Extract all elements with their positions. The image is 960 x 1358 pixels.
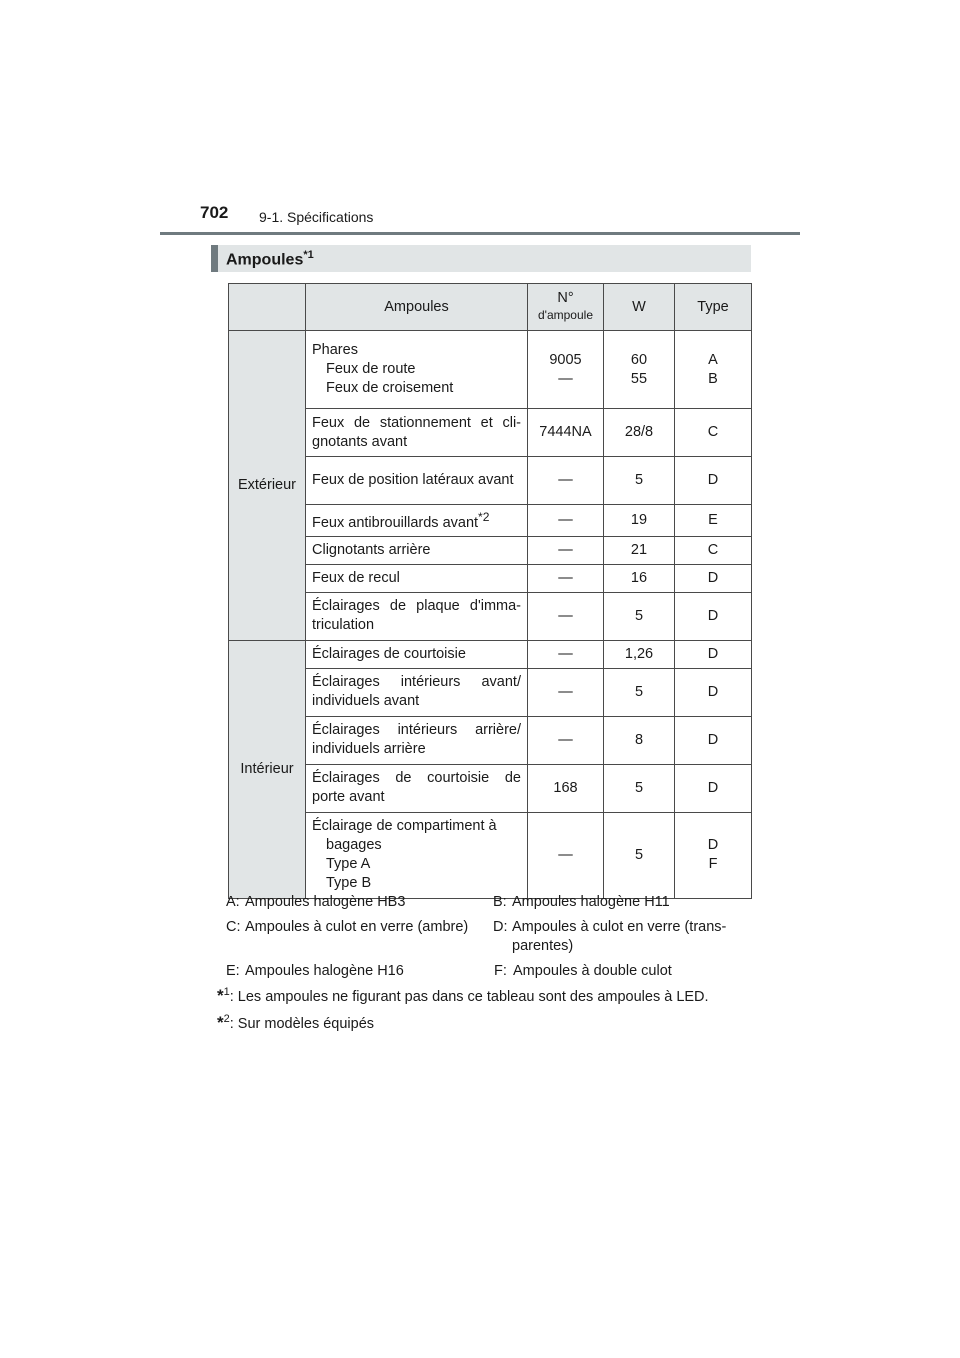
- row-type: D: [675, 668, 752, 716]
- row-watts: 21: [604, 536, 675, 564]
- table-row: [229, 668, 752, 716]
- row-num: —: [528, 592, 604, 640]
- footnote-number: 1: [223, 986, 230, 999]
- row-desc: Éclairages intérieurs avant/ individuels avant: [306, 668, 528, 716]
- header-bulbs: Ampoules: [306, 284, 528, 331]
- footnote-number: 2: [223, 1013, 230, 1026]
- row-num: —: [528, 668, 604, 716]
- row-desc: Éclairages intérieurs arrière/ individuels arrière: [306, 716, 528, 764]
- legend-c: [226, 918, 473, 958]
- row-sub: Feux de route: [326, 361, 416, 377]
- row-num: 168: [528, 764, 604, 812]
- header-bulb-number: [528, 284, 604, 331]
- section-title: 9-1. Spécifications: [259, 209, 374, 225]
- legend-text: Ampoules halogène HB3: [245, 894, 406, 910]
- heading-title: Ampoules: [226, 251, 304, 269]
- row-type: E: [675, 505, 752, 537]
- header-empty: [229, 284, 306, 331]
- row-desc: Feux de position latéraux avant: [306, 457, 528, 505]
- legend-text: Ampoules halogène H11: [512, 894, 670, 910]
- row-num: 9005 —: [528, 331, 604, 409]
- heading-footnote-mark: *1: [303, 249, 314, 261]
- legend-text: Ampoules à culot en verre (trans-parentes): [512, 919, 727, 954]
- row-watts: 5: [604, 592, 675, 640]
- heading-accent-bar: [211, 245, 218, 272]
- row-watts: 5: [604, 812, 675, 898]
- group-exterior: Extérieur: [229, 331, 306, 641]
- table-row: [229, 592, 752, 640]
- legend-f: [494, 962, 752, 982]
- row-num: —: [528, 505, 604, 537]
- row-sub: Type A: [326, 856, 371, 873]
- row-num: —: [528, 640, 604, 668]
- bulbs-table: [228, 283, 752, 899]
- row-title: Éclairage de compartiment à: [312, 818, 497, 835]
- row-desc: [306, 331, 528, 409]
- footnote-star: *: [217, 986, 224, 1005]
- row-type: D F: [675, 812, 752, 898]
- row-type: D: [675, 764, 752, 812]
- row-watts: 8: [604, 716, 675, 764]
- table-header-row: [229, 284, 752, 331]
- page-number: 702: [200, 203, 229, 222]
- row-type: A B: [675, 331, 752, 409]
- row-num: —: [528, 812, 604, 898]
- footnote-text: : Les ampoules ne figurant pas dans ce tableau sont des ampoules à LED.: [229, 989, 709, 1005]
- row-title: Phares: [312, 342, 358, 358]
- row-watts: 5: [604, 457, 675, 505]
- row-watts: 16: [604, 564, 675, 592]
- legend-label: F:: [494, 963, 507, 979]
- row-watts: 28/8: [604, 409, 675, 457]
- row-watts: 19: [604, 505, 675, 537]
- header-type: Type: [675, 284, 752, 331]
- legend-d: [493, 918, 751, 958]
- row-desc: Clignotants arrière: [306, 536, 528, 564]
- footnote-1: [217, 986, 709, 1006]
- table-row: [229, 764, 752, 812]
- row-num: 7444NA: [528, 409, 604, 457]
- legend-label: D:: [493, 919, 508, 935]
- row-watts: 60 55: [604, 331, 675, 409]
- table-row: [229, 564, 752, 592]
- row-desc: Éclairages de courtoisie: [306, 640, 528, 668]
- legend-label: C:: [226, 919, 241, 935]
- row-sub: bagages: [326, 837, 382, 854]
- row-watts: 5: [604, 668, 675, 716]
- table-row: [229, 536, 752, 564]
- row-watts: 5: [604, 764, 675, 812]
- table-row: [229, 505, 752, 537]
- legend-label: B:: [493, 894, 507, 910]
- row-desc: Éclairages de courtoisie de porte avant: [306, 764, 528, 812]
- section-heading: [211, 245, 751, 272]
- row-type: D: [675, 457, 752, 505]
- table-row: [229, 640, 752, 668]
- row-desc: Éclairages de plaque d'imma-triculation: [306, 592, 528, 640]
- row-num: —: [528, 536, 604, 564]
- table-row: [229, 716, 752, 764]
- legend-label: E:: [226, 963, 240, 979]
- row-desc: Feux de stationnement et cli-gnotants avant: [306, 409, 528, 457]
- table-row: [229, 457, 752, 505]
- row-num: —: [528, 457, 604, 505]
- row-type: C: [675, 409, 752, 457]
- legend-label: A:: [226, 894, 240, 910]
- header-watts: W: [604, 284, 675, 331]
- table-row: [229, 409, 752, 457]
- row-sub: Type B: [326, 875, 372, 892]
- header-divider: [160, 232, 800, 235]
- header-bulb-number-top: N°: [557, 290, 574, 306]
- row-type: D: [675, 592, 752, 640]
- row-num: —: [528, 564, 604, 592]
- row-sub: Feux de croisement: [326, 380, 454, 396]
- legend-b: [493, 893, 751, 913]
- row-type: C: [675, 536, 752, 564]
- legend-text: Ampoules à double culot: [513, 963, 672, 979]
- row-watts: 1,26: [604, 640, 675, 668]
- table-row: [229, 812, 752, 898]
- legend-text: Ampoules halogène H16: [245, 963, 404, 979]
- footnote-star: *: [217, 1013, 224, 1032]
- row-type: D: [675, 640, 752, 668]
- row-desc: Feux de recul: [306, 564, 528, 592]
- legend-e: [226, 962, 481, 982]
- row-desc: Feux antibrouillards avant$^{*2}$: [306, 505, 528, 537]
- row-type: D: [675, 564, 752, 592]
- table-row: [229, 331, 752, 409]
- row-desc: [306, 812, 528, 898]
- row-type: D: [675, 716, 752, 764]
- header-bulb-number-bottom: d'ampoule: [538, 308, 593, 322]
- footnote-text: : Sur modèles équipés: [229, 1016, 375, 1032]
- footnote-2: [217, 1013, 374, 1033]
- footnote-mark: *2: [478, 510, 490, 524]
- legend-a: [226, 893, 481, 913]
- row-num: —: [528, 716, 604, 764]
- group-interior: Intérieur: [229, 640, 306, 898]
- legend-text: Ampoules à culot en verre (ambre): [245, 919, 469, 935]
